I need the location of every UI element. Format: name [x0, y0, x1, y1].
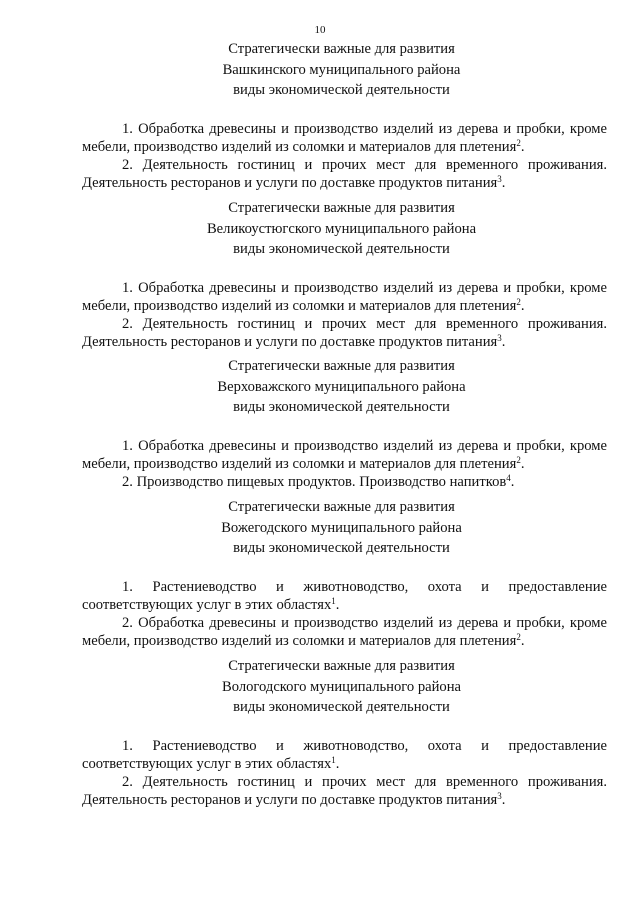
heading-line: Великоустюгского муниципального района — [206, 220, 477, 237]
footnote-ref: 4 — [506, 472, 511, 483]
section-heading — [76, 497, 607, 559]
heading-line: Верховажского муниципального района — [217, 378, 466, 395]
heading-line: Стратегически важные для развития — [228, 499, 455, 515]
item-end: . — [501, 174, 506, 191]
item-end: . — [510, 473, 515, 490]
activity-item — [82, 737, 607, 773]
activity-item — [82, 473, 607, 491]
heading-line: виды экономической деятельности — [233, 241, 450, 257]
item-end: . — [335, 596, 340, 613]
activity-text: 2. Деятельность гостиниц и прочих мест для временного проживания. Деятельность ресторанов и услуги по доставке продуктов питания — [82, 773, 607, 808]
section-vashkinsky — [82, 39, 607, 192]
heading-line: виды экономической деятельности — [233, 399, 450, 415]
item-end: . — [520, 138, 525, 155]
heading-line: Вашкинского муниципального района — [222, 61, 461, 78]
section-vologodsky — [82, 656, 607, 809]
activity-text: 2. Обработка древесины и производство изделий из дерева и пробки, кроме мебели, производство изделий из соломки и материалов для плетения — [82, 614, 607, 649]
section-heading — [76, 356, 607, 418]
activity-text: 2. Деятельность гостиниц и прочих мест для временного проживания. Деятельность ресторанов и услуги по доставке продуктов питания — [82, 156, 607, 191]
activity-list — [82, 737, 607, 809]
section-vozhegodsky — [82, 497, 607, 650]
activity-item — [82, 315, 607, 351]
activity-item — [82, 578, 607, 614]
footnote-ref: 3 — [497, 790, 502, 801]
footnote-ref: 3 — [497, 173, 502, 184]
activity-text: 2. Производство пищевых продуктов. Производство напитков — [122, 473, 507, 490]
section-heading — [76, 656, 607, 718]
activity-text: 1. Растениеводство и животноводство, охота и предоставление соответствующих услуг в этих областях — [82, 578, 607, 613]
activity-text: 1. Обработка древесины и производство изделий из дерева и пробки, кроме мебели, производство изделий из соломки и материалов для плетения — [82, 279, 607, 314]
item-end: . — [520, 632, 525, 649]
activity-text: 1. Обработка древесины и производство изделий из дерева и пробки, кроме мебели, производство изделий из соломки и материалов для плетения — [82, 437, 607, 472]
heading-line: виды экономической деятельности — [233, 540, 450, 556]
footnote-ref: 2 — [516, 631, 521, 642]
section-velikoustyugsky — [82, 198, 607, 351]
activity-item — [82, 614, 607, 650]
item-end: . — [520, 297, 525, 314]
footnote-ref: 2 — [516, 454, 521, 465]
heading-line: виды экономической деятельности — [233, 82, 450, 98]
heading-line: Вожегодского муниципального района — [221, 519, 462, 536]
activity-text: 1. Обработка древесины и производство изделий из дерева и пробки, кроме мебели, производство изделий из соломки и материалов для плетения — [82, 120, 607, 155]
activity-list — [82, 279, 607, 351]
footnote-ref: 3 — [497, 332, 502, 343]
activity-text: 2. Деятельность гостиниц и прочих мест для временного проживания. Деятельность ресторанов и услуги по доставке продуктов питания — [82, 315, 607, 350]
activity-text: 1. Растениеводство и животноводство, охота и предоставление соответствующих услуг в этих областях — [82, 737, 607, 772]
footnote-ref: 1 — [331, 595, 336, 606]
item-end: . — [501, 333, 506, 350]
page-number: 10 — [314, 24, 326, 36]
activity-item — [82, 156, 607, 192]
item-end: . — [520, 455, 525, 472]
item-end: . — [335, 755, 340, 772]
heading-line: Вологодского муниципального района — [221, 678, 461, 695]
activity-item — [82, 437, 607, 473]
heading-line: Стратегически важные для развития — [228, 658, 455, 674]
section-verkhovazhsky — [82, 356, 607, 491]
item-end: . — [501, 791, 506, 808]
footnote-ref: 2 — [516, 296, 521, 307]
activity-item — [82, 120, 607, 156]
footnote-ref: 1 — [331, 754, 336, 765]
activity-list — [82, 437, 607, 491]
activity-list — [82, 578, 607, 650]
activity-item — [82, 773, 607, 809]
activity-item — [82, 279, 607, 315]
heading-line: виды экономической деятельности — [233, 699, 450, 715]
heading-line: Стратегически важные для развития — [228, 200, 455, 216]
section-heading — [76, 39, 607, 101]
footnote-ref: 2 — [516, 137, 521, 148]
heading-line: Стратегически важные для развития — [228, 41, 455, 57]
heading-line: Стратегически важные для развития — [228, 358, 455, 374]
activity-list — [82, 120, 607, 192]
section-heading — [76, 198, 607, 260]
